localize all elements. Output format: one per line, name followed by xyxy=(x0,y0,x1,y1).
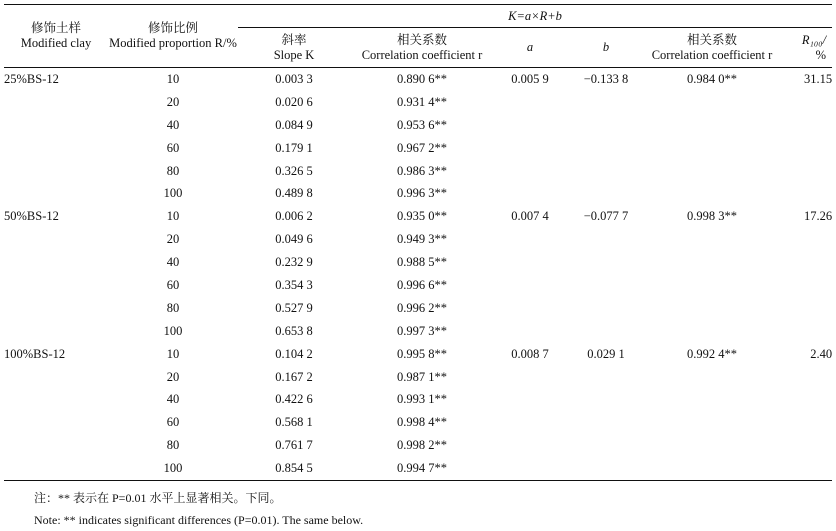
cell-b xyxy=(566,457,646,480)
cell-b xyxy=(566,388,646,411)
cell-modified-clay xyxy=(4,388,108,411)
cell-b xyxy=(566,182,646,205)
cell-a xyxy=(494,251,566,274)
cell-proportion: 100 xyxy=(163,186,183,201)
cell-correlation: 0.996 6** xyxy=(397,277,447,292)
table-row xyxy=(4,68,832,91)
cell-b xyxy=(566,114,646,137)
cell-slope: 0.179 1 xyxy=(275,140,313,155)
cell-b xyxy=(566,228,646,251)
cell-proportion: 40 xyxy=(166,117,180,132)
cell-slope: 0.489 8 xyxy=(275,186,313,201)
cell-a xyxy=(494,137,566,160)
cell-correlation: 0.953 6** xyxy=(397,117,447,132)
cell-fit-correlation: 0.992 4** xyxy=(687,346,737,361)
cell-modified-clay xyxy=(4,320,108,343)
table-row xyxy=(4,205,832,228)
cell-correlation: 0.967 2** xyxy=(397,140,447,155)
cell-proportion: 60 xyxy=(166,415,180,430)
cell-modified-clay xyxy=(4,297,108,320)
cell-modified-clay xyxy=(4,137,108,160)
cell-b xyxy=(566,274,646,297)
cell-r100 xyxy=(778,182,832,205)
cell-r100 xyxy=(778,411,832,434)
cell-slope: 0.232 9 xyxy=(275,255,313,270)
cell-proportion: 60 xyxy=(166,140,180,155)
cell-a: 0.007 4 xyxy=(511,209,549,224)
cell-b xyxy=(566,251,646,274)
cell-modified-clay xyxy=(4,366,108,389)
note-cn: 注：** 表示在 P=0.01 水平上显著相关。下同。 xyxy=(34,491,282,505)
table-row xyxy=(4,457,832,480)
cell-r100 xyxy=(778,114,832,137)
cell-r100 xyxy=(778,274,832,297)
cell-r100: 17.26 xyxy=(803,209,833,224)
cell-modified-clay xyxy=(4,182,108,205)
table-row xyxy=(4,388,832,411)
cell-proportion: 10 xyxy=(166,209,180,224)
cell-slope: 0.104 2 xyxy=(275,346,313,361)
header-fit-correlation: 相关系数 Correlation coefficient r xyxy=(651,32,773,62)
cell-correlation: 0.996 2** xyxy=(397,300,447,315)
cell-a: 0.008 7 xyxy=(511,346,549,361)
header-modified-clay: 修饰土样 Modified clay xyxy=(20,21,92,50)
cell-b xyxy=(566,160,646,183)
cell-r100 xyxy=(778,434,832,457)
cell-a xyxy=(494,182,566,205)
cell-modified-clay xyxy=(4,160,108,183)
cell-fit-correlation xyxy=(646,320,778,343)
cell-a xyxy=(494,228,566,251)
table-row xyxy=(4,343,832,366)
table-row xyxy=(4,228,832,251)
cell-slope: 0.761 7 xyxy=(275,438,313,453)
cell-modified-clay xyxy=(4,91,108,114)
cell-slope: 0.527 9 xyxy=(275,300,313,315)
cell-r100 xyxy=(778,251,832,274)
note-en: Note: ** indicates significant differences (P=0.01). The same below. xyxy=(34,513,364,527)
cell-fit-correlation xyxy=(646,297,778,320)
cell-r100 xyxy=(778,366,832,389)
table-row xyxy=(4,434,832,457)
cell-correlation: 0.935 0** xyxy=(397,209,447,224)
cell-a xyxy=(494,114,566,137)
cell-b xyxy=(566,411,646,434)
cell-modified-clay xyxy=(4,114,108,137)
cell-correlation: 0.998 2** xyxy=(397,438,447,453)
cell-correlation: 0.995 8** xyxy=(397,346,447,361)
cell-modified-clay: 25%BS-12 xyxy=(4,71,59,86)
table-notes xyxy=(34,487,363,531)
cell-r100 xyxy=(778,457,832,480)
cell-correlation: 0.949 3** xyxy=(397,232,447,247)
cell-modified-clay xyxy=(4,274,108,297)
cell-b: −0.133 8 xyxy=(583,71,629,86)
header-b: b xyxy=(602,40,610,54)
data-table xyxy=(4,4,832,481)
cell-correlation: 0.988 5** xyxy=(397,255,447,270)
cell-correlation: 0.994 7** xyxy=(397,461,447,476)
cell-slope: 0.326 5 xyxy=(275,163,313,178)
cell-proportion: 40 xyxy=(166,255,180,270)
table-row xyxy=(4,182,832,205)
cell-a xyxy=(494,434,566,457)
table-row xyxy=(4,137,832,160)
cell-fit-correlation xyxy=(646,251,778,274)
cell-a xyxy=(494,388,566,411)
cell-a xyxy=(494,320,566,343)
cell-proportion: 100 xyxy=(163,323,183,338)
cell-r100 xyxy=(778,91,832,114)
table-row xyxy=(4,160,832,183)
table-row xyxy=(4,91,832,114)
cell-b xyxy=(566,297,646,320)
cell-fit-correlation xyxy=(646,91,778,114)
table-row xyxy=(4,366,832,389)
cell-modified-clay xyxy=(4,457,108,480)
cell-proportion: 20 xyxy=(166,94,180,109)
cell-proportion: 20 xyxy=(166,369,180,384)
cell-fit-correlation xyxy=(646,114,778,137)
header-correlation: 相关系数 Correlation coefficient r xyxy=(361,32,483,62)
cell-a xyxy=(494,297,566,320)
cell-modified-clay xyxy=(4,251,108,274)
cell-slope: 0.020 6 xyxy=(275,94,313,109)
cell-slope: 0.049 6 xyxy=(275,232,313,247)
cell-b xyxy=(566,366,646,389)
cell-b xyxy=(566,91,646,114)
cell-a: 0.005 9 xyxy=(511,71,549,86)
table-row xyxy=(4,320,832,343)
header-slope: 斜率 Slope K xyxy=(273,32,315,62)
cell-r100: 31.15 xyxy=(803,71,833,86)
cell-b xyxy=(566,434,646,457)
cell-b xyxy=(566,320,646,343)
cell-r100 xyxy=(778,388,832,411)
header-modified-proportion: 修饰比例 Modified proportion R/% xyxy=(109,21,237,50)
cell-a xyxy=(494,91,566,114)
table-row xyxy=(4,411,832,434)
cell-correlation: 0.890 6** xyxy=(397,71,447,86)
cell-modified-clay: 100%BS-12 xyxy=(4,346,66,361)
cell-fit-correlation xyxy=(646,388,778,411)
cell-fit-correlation xyxy=(646,274,778,297)
cell-slope: 0.003 3 xyxy=(275,71,313,86)
cell-correlation: 0.931 4** xyxy=(397,94,447,109)
cell-fit-correlation: 0.998 3** xyxy=(687,209,737,224)
cell-modified-clay xyxy=(4,434,108,457)
cell-proportion: 20 xyxy=(166,232,180,247)
cell-slope: 0.568 1 xyxy=(275,415,313,430)
cell-slope: 0.006 2 xyxy=(275,209,313,224)
cell-a xyxy=(494,411,566,434)
cell-correlation: 0.998 4** xyxy=(397,415,447,430)
cell-r100 xyxy=(778,297,832,320)
cell-r100 xyxy=(778,160,832,183)
table-row xyxy=(4,297,832,320)
cell-modified-clay: 50%BS-12 xyxy=(4,209,59,224)
cell-r100 xyxy=(778,137,832,160)
cell-proportion: 60 xyxy=(166,277,180,292)
cell-fit-correlation xyxy=(646,411,778,434)
cell-fit-correlation xyxy=(646,366,778,389)
cell-proportion: 100 xyxy=(163,461,183,476)
cell-r100: 2.40 xyxy=(810,346,833,361)
cell-slope: 0.084 9 xyxy=(275,117,313,132)
cell-a xyxy=(494,274,566,297)
cell-correlation: 0.996 3** xyxy=(397,186,447,201)
cell-proportion: 10 xyxy=(166,71,180,86)
cell-slope: 0.354 3 xyxy=(275,277,313,292)
header-a: a xyxy=(526,40,534,54)
cell-proportion: 80 xyxy=(166,300,180,315)
cell-a xyxy=(494,366,566,389)
cell-modified-clay xyxy=(4,228,108,251)
table-row xyxy=(4,274,832,297)
cell-fit-correlation xyxy=(646,457,778,480)
cell-a xyxy=(494,160,566,183)
cell-slope: 0.854 5 xyxy=(275,461,313,476)
cell-correlation: 0.987 1** xyxy=(397,369,447,384)
cell-slope: 0.167 2 xyxy=(275,369,313,384)
cell-fit-correlation xyxy=(646,160,778,183)
header-r100: R₁₀₀/ % xyxy=(801,32,827,62)
cell-b: −0.077 7 xyxy=(583,209,629,224)
cell-r100 xyxy=(778,228,832,251)
header-formula: K=a×R+b xyxy=(238,5,832,28)
cell-slope: 0.422 6 xyxy=(275,392,313,407)
cell-proportion: 10 xyxy=(166,346,180,361)
cell-correlation: 0.986 3** xyxy=(397,163,447,178)
cell-proportion: 80 xyxy=(166,438,180,453)
cell-fit-correlation xyxy=(646,434,778,457)
table-row xyxy=(4,251,832,274)
cell-fit-correlation xyxy=(646,182,778,205)
cell-r100 xyxy=(778,320,832,343)
cell-slope: 0.653 8 xyxy=(275,323,313,338)
cell-b xyxy=(566,137,646,160)
cell-fit-correlation xyxy=(646,137,778,160)
cell-fit-correlation xyxy=(646,228,778,251)
cell-a xyxy=(494,457,566,480)
cell-fit-correlation: 0.984 0** xyxy=(687,71,737,86)
table-row xyxy=(4,114,832,137)
cell-proportion: 80 xyxy=(166,163,180,178)
cell-correlation: 0.997 3** xyxy=(397,323,447,338)
cell-proportion: 40 xyxy=(166,392,180,407)
cell-correlation: 0.993 1** xyxy=(397,392,447,407)
cell-b: 0.029 1 xyxy=(587,346,625,361)
cell-modified-clay xyxy=(4,411,108,434)
